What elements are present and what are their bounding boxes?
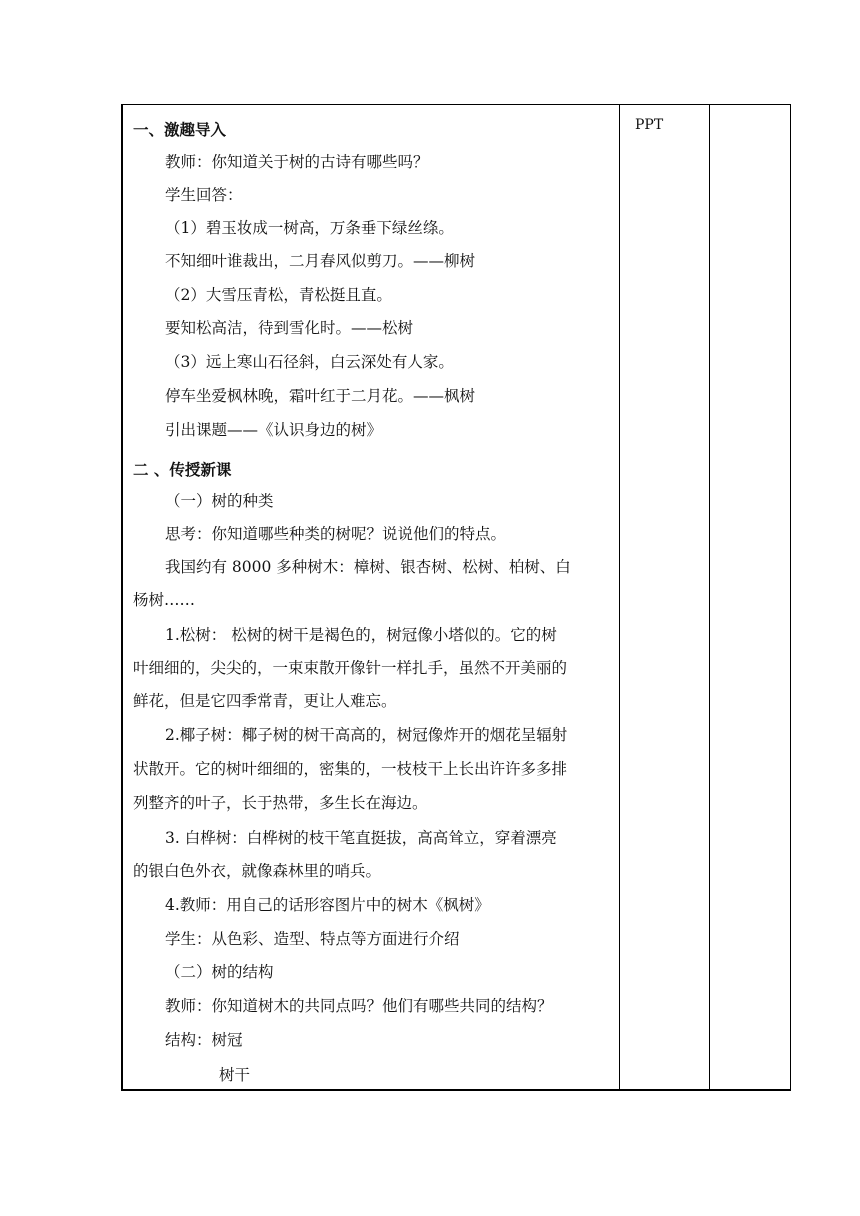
text-line: 列整齐的叶子，长于热带，多生长在海边。 [133, 794, 428, 812]
text-line: 2.椰子树：椰子树的树干高高的，树冠像炸开的烟花呈辐射 [165, 726, 568, 744]
text-line: 学生回答： [165, 186, 243, 204]
resource-cell-ppt: PPT [635, 117, 664, 133]
subsection-heading: （一）树的种类 [165, 492, 274, 510]
text-line: 鲜花，但是它四季常青，更让人难忘。 [133, 692, 397, 710]
text-line: 的银白色外衣，就像森林里的哨兵。 [133, 862, 382, 880]
text-line: 不知细叶谁裁出，二月春风似剪刀。——柳树 [165, 252, 476, 270]
text-line: 我国约有 8000 多种树木：樟树、银杏树、松树、柏树、白 [165, 558, 571, 576]
text-line: 教师：你知道树木的共同点吗？他们有哪些共同的结构？ [165, 997, 553, 1015]
text-line: （2）大雪压青松，青松挺且直。 [165, 286, 392, 304]
text-line: 思考：你知道哪些种类的树呢？说说他们的特点。 [165, 525, 507, 543]
section-heading-new-lesson: 二 、传授新课 [133, 461, 232, 479]
text-line: 引出课题——《认识身边的树》 [165, 421, 383, 439]
column-divider [619, 105, 620, 1089]
section-heading-intro: 一、激趣导入 [133, 121, 227, 139]
text-line: 状散开。它的树叶细细的，密集的，一枝枝干上长出许许多多排 [133, 760, 568, 778]
text-line: 叶细细的，尖尖的，一束束散开像针一样扎手，虽然不开美丽的 [133, 659, 568, 677]
text-line: 要知松高洁，待到雪化时。——松树 [165, 319, 414, 337]
text-line: 树干 [219, 1066, 251, 1084]
text-line: 停车坐爱枫林晚，霜叶红于二月花。——枫树 [165, 387, 476, 405]
lesson-plan-table [121, 104, 791, 1091]
text-line: 杨树…… [133, 591, 196, 609]
column-divider [709, 105, 710, 1089]
text-line: 学生：从色彩、造型、特点等方面进行介绍 [165, 930, 460, 948]
text-line: 4.教师：用自己的话形容图片中的树木《枫树》 [165, 896, 490, 914]
text-line: 结构：树冠 [165, 1031, 243, 1049]
text-line: 3. 白桦树：白桦树的枝干笔直挺拔，高高耸立，穿着漂亮 [165, 829, 557, 847]
text-line: 1.松树： 松树的树干是褐色的，树冠像小塔似的。它的树 [165, 626, 557, 644]
text-line: （1）碧玉妆成一树高，万条垂下绿丝绦。 [165, 219, 454, 237]
text-line: 教师：你知道关于树的古诗有哪些吗？ [165, 153, 429, 171]
text-line: （3）远上寒山石径斜，白云深处有人家。 [165, 353, 454, 371]
subsection-heading: （二）树的结构 [165, 963, 274, 981]
